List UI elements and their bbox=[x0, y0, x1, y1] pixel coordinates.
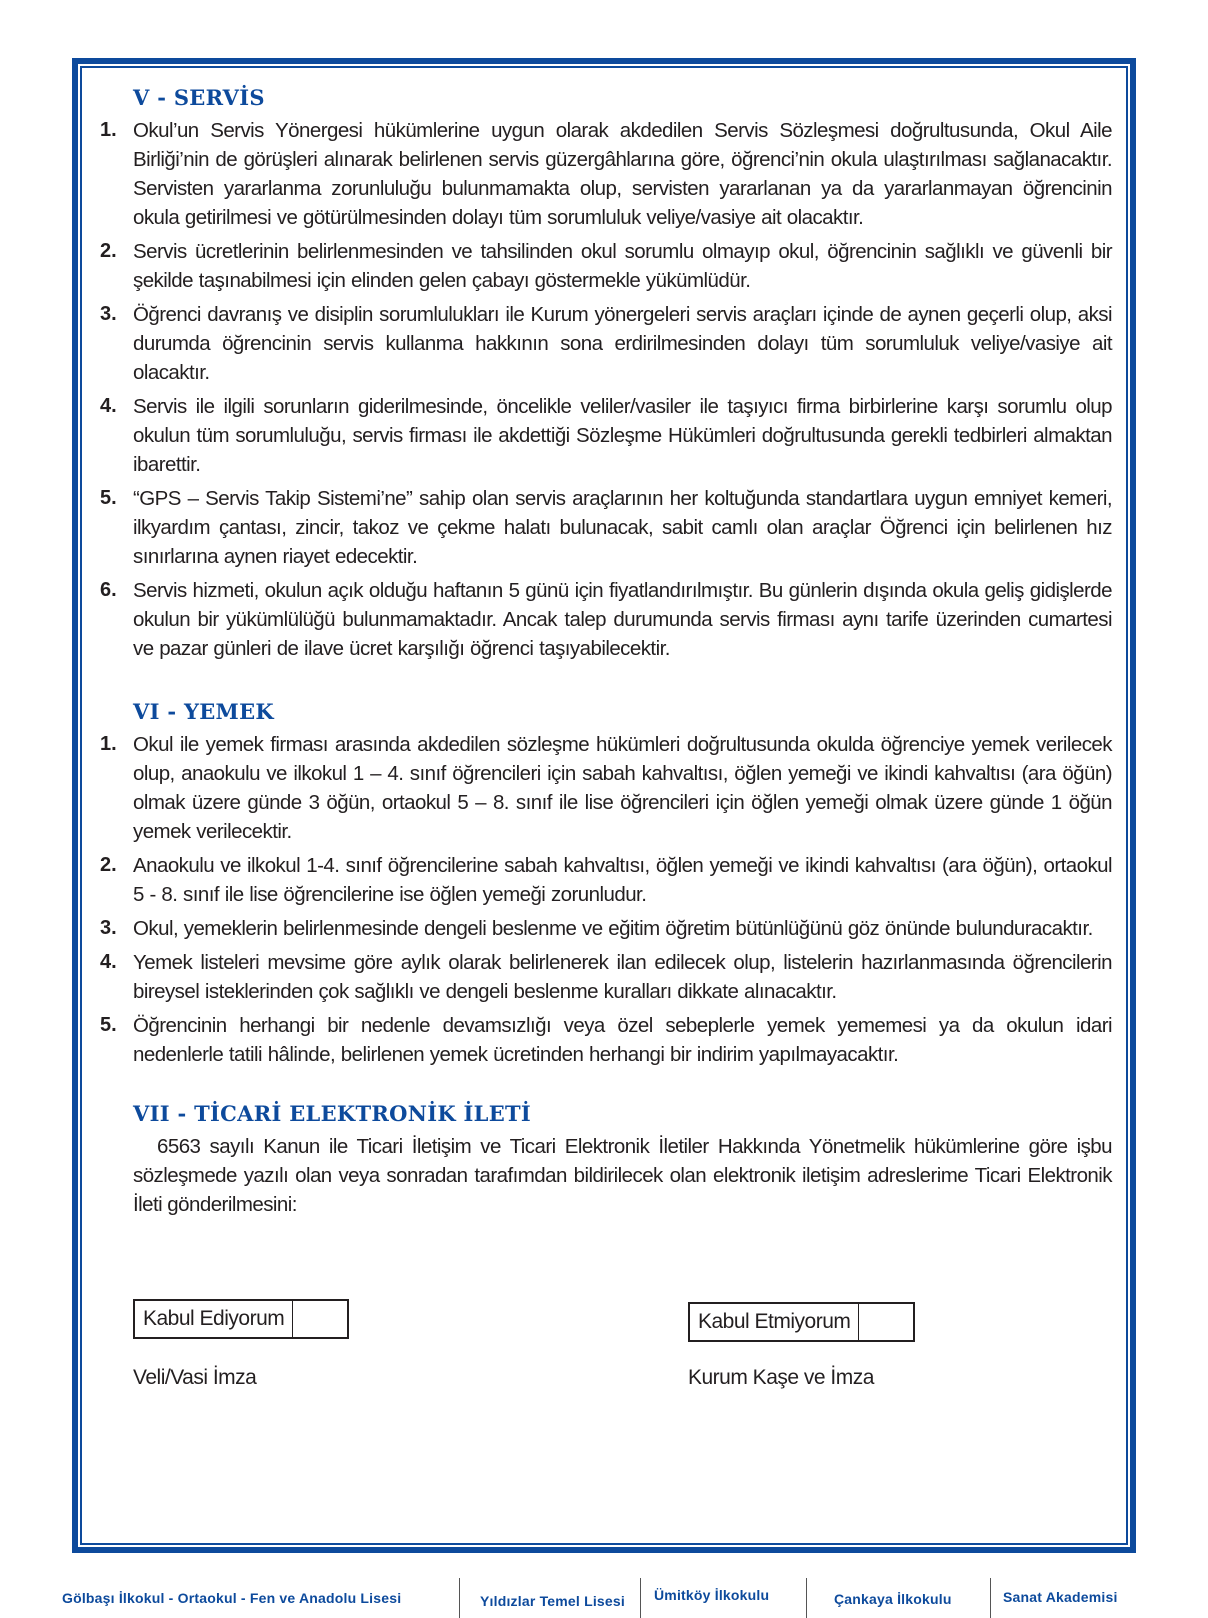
footer-school-yildizlar: Yıldızlar Temel Lisesi bbox=[480, 1593, 625, 1609]
spacer bbox=[100, 1074, 1112, 1100]
item-number: 4. bbox=[100, 395, 117, 417]
footer bbox=[0, 1578, 1208, 1618]
footer-school-golbasi: Gölbaşı İlkokul - Ortaokul - Fen ve Anadolu Lisesi bbox=[62, 1590, 402, 1606]
item-text: Servis ücretlerinin belirlenmesinden ve tahsilinden okul sorumlu olmayıp okul, öğrencinin sağlıklı ve güvenli bir şekilde taşınabilmesi için elinden gelen çabayı göstermekle yükümlüdür. bbox=[133, 240, 1112, 292]
footer-divider bbox=[990, 1578, 991, 1618]
item-number: 3. bbox=[100, 917, 117, 939]
document-body bbox=[100, 84, 1112, 1219]
item-text: Okul’un Servis Yönergesi hükümlerine uygun olarak akdedilen Servis Sözleşmesi doğrultusunda, Okul Aile Birliği’nin de görüşleri alınarak belirlenen servis güzergâhlarına göre, öğrenci’nin okula ulaştırılması sağlanacaktır. Servisten yararlanma zorunluluğu bulunmamakta olup, servisten yararlanan ya da yararlanmayan öğrencinin okula getirilmesi ve götürülmesinden dolayı tüm sorumluluk veliye/vasiye ait olacaktır. bbox=[133, 119, 1112, 229]
item-text: Okul ile yemek firması arasında akdedilen sözleşme hükümleri doğrultusunda okulda öğrenciye yemek verilecek olup, anaokulu ve ilkokul 1 – 4. sınıf öğrencileri için sabah kahvaltısı, öğlen yemeği ve ikindi kahvaltısı (ara öğün) olmak üzere günde 3 öğün, ortaokul 5 – 8. sınıf ile lise öğrencileri için öğlen yemeği olmak üzere günde 1 öğün yemek verilecektir. bbox=[133, 733, 1112, 843]
reject-label: Kabul Etmiyorum bbox=[690, 1304, 859, 1340]
section-title-ticari: VII - TİCARİ ELEKTRONİK İLETİ bbox=[133, 1101, 532, 1126]
list-item bbox=[100, 851, 1112, 909]
servis-list bbox=[100, 116, 1112, 663]
ticari-paragraph: 6563 sayılı Kanun ile Ticari İletişim ve Ticari Elektronik İletiler Hakkında Yönetmelik hükümlerine göre işbu sözleşmede yazılı olan veya sonradan tarafımdan bildirilecek olan elektronik iletişim adreslerime Ticari Elektronik İleti gönderilmesini: bbox=[133, 1135, 1112, 1216]
list-item bbox=[100, 1011, 1112, 1069]
accept-label: Kabul Ediyorum bbox=[135, 1301, 293, 1337]
institution-signature-label: Kurum Kaşe ve İmza bbox=[688, 1366, 874, 1389]
item-text: Okul, yemeklerin belirlenmesinde dengeli beslenme ve eğitim öğretim bütünlüğünü göz önünde bulunduracaktır. bbox=[133, 917, 1093, 940]
guardian-signature-label: Veli/Vasi İmza bbox=[133, 1366, 257, 1389]
list-item bbox=[100, 300, 1112, 387]
item-text: Yemek listeleri mevsime göre aylık olarak belirlenerek ilan edilecek olup, listelerin hazırlanmasında öğrencilerin bireysel isteklerinden çok sağlıklı ve dengeli beslenme kuralları dikkate alınacaktır. bbox=[133, 951, 1112, 1003]
list-item bbox=[100, 914, 1112, 943]
section-title-yemek: VI - YEMEK bbox=[133, 699, 274, 724]
reject-checkbox[interactable] bbox=[859, 1304, 913, 1340]
footer-school-sanat: Sanat Akademisi bbox=[1003, 1589, 1118, 1605]
section-title-servis: V - SERVİS bbox=[133, 85, 265, 110]
item-number: 4. bbox=[100, 951, 117, 973]
footer-divider bbox=[640, 1578, 641, 1618]
accept-consent[interactable] bbox=[133, 1299, 349, 1339]
item-number: 5. bbox=[100, 1014, 117, 1036]
item-text: “GPS – Servis Takip Sistemi’ne” sahip olan servis araçlarının her koltuğunda standartlara uygun emniyet kemeri, ilkyardım çantası, zincir, takoz ve çekme halatı bulunacak, sabit camlı olan araçlar Öğrenci için belirlenen hız sınırlarına aynen riayet edecektir. bbox=[133, 487, 1112, 568]
list-item bbox=[100, 392, 1112, 479]
yemek-list bbox=[100, 730, 1112, 1069]
item-number: 2. bbox=[100, 240, 117, 262]
item-text: Öğrencinin herhangi bir nedenle devamsızlığı veya özel sebeplerle yemek yememesi ya da okulun idari nedenlerle tatili hâlinde, belirlenen yemek ücretinden herhangi bir indirim yapılmayacaktır. bbox=[133, 1014, 1112, 1066]
footer-divider bbox=[806, 1578, 807, 1618]
item-text: Anaokulu ve ilkokul 1-4. sınıf öğrencilerine sabah kahvaltısı, öğlen yemeği ve ikindi kahvaltısı (ara öğün), ortaokul 5 - 8. sınıf ile lise öğrencilerine ise öğlen yemeği zorunludur. bbox=[133, 854, 1112, 906]
list-item bbox=[100, 237, 1112, 295]
item-text: Servis ile ilgili sorunların giderilmesinde, öncelikle veliler/vasiler ile taşıyıcı firma birbirlerine karşı sorumlu olup okulun tüm sorumluluğu, servis firması ile akdettiği Sözleşme Hükümleri doğrultusunda gerekli tedbirleri almaktan ibarettir. bbox=[133, 395, 1112, 476]
list-item bbox=[100, 948, 1112, 1006]
list-item bbox=[100, 730, 1112, 846]
item-text: Öğrenci davranış ve disiplin sorumlulukları ile Kurum yönergeleri servis araçları içinde de aynen geçerli olup, aksi durumda öğrencinin servis kullanma hakkının sona erdirilmesinden dolayı tüm sorumluluk veliye/vasiye ait olacaktır. bbox=[133, 303, 1112, 384]
spacer bbox=[100, 668, 1112, 698]
item-number: 1. bbox=[100, 733, 117, 755]
footer-school-cankaya: Çankaya İlkokulu bbox=[834, 1591, 952, 1607]
item-number: 6. bbox=[100, 579, 117, 601]
item-number: 3. bbox=[100, 303, 117, 325]
footer-school-umitkoy: Ümitköy İlkokulu bbox=[654, 1587, 770, 1603]
list-item bbox=[100, 116, 1112, 232]
accept-checkbox[interactable] bbox=[293, 1301, 347, 1337]
reject-consent[interactable] bbox=[688, 1302, 915, 1342]
item-number: 2. bbox=[100, 854, 117, 876]
list-item bbox=[100, 484, 1112, 571]
item-number: 1. bbox=[100, 119, 117, 141]
footer-divider bbox=[459, 1578, 460, 1618]
item-text: Servis hizmeti, okulun açık olduğu haftanın 5 günü için fiyatlandırılmıştır. Bu günlerin dışında okula geliş gidişlerde okulun bir yükümlülüğü bulunmamaktadır. Ancak talep durumunda servis firması aynı tarife üzerinden cumartesi ve pazar günleri de ilave ücret karşılığı öğrenci taşıyabilecektir. bbox=[133, 579, 1112, 660]
item-number: 5. bbox=[100, 487, 117, 509]
list-item bbox=[100, 576, 1112, 663]
